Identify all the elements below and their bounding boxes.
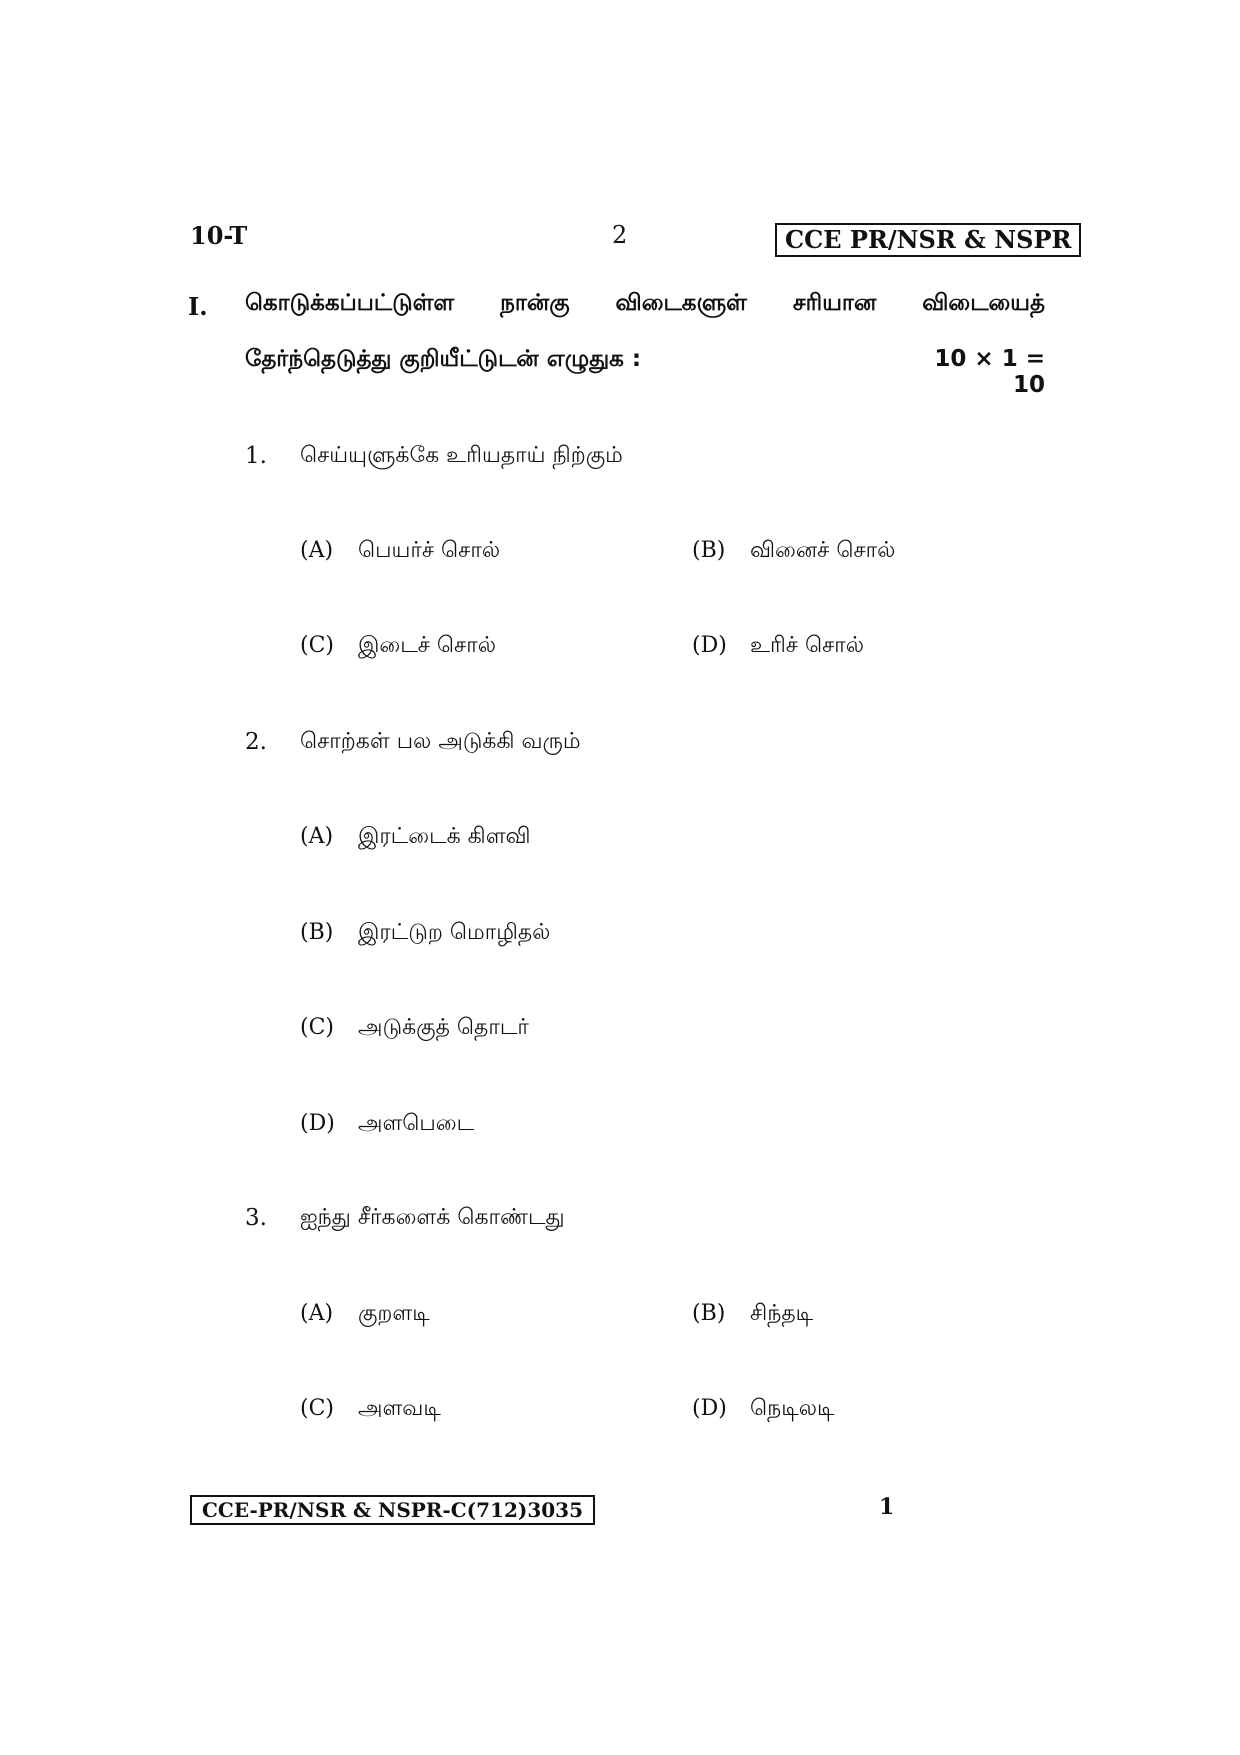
instruction-word: நான்கு bbox=[500, 290, 570, 316]
option-label: (B) bbox=[300, 920, 334, 945]
question-text: ஐந்து சீர்களைக் கொண்டது bbox=[300, 1205, 565, 1230]
option-3c bbox=[300, 1396, 441, 1424]
exam-code-box: CCE PR/NSR & NSPR bbox=[775, 223, 1081, 257]
option-label: (B) bbox=[692, 538, 726, 563]
instruction-word: சரியான bbox=[792, 290, 877, 316]
instruction-line-1 bbox=[245, 290, 1045, 319]
question-text: சொற்கள் பல அடுக்கி வரும் bbox=[300, 729, 581, 754]
option-text: நெடிலடி bbox=[750, 1396, 835, 1421]
option-2a bbox=[300, 824, 531, 852]
option-text: வினைச் சொல் bbox=[750, 538, 896, 563]
option-label: (D) bbox=[692, 1396, 727, 1421]
option-2b bbox=[300, 920, 550, 948]
option-text: இரட்டைக் கிளவி bbox=[358, 824, 531, 849]
instruction-word: விடைகளுள் bbox=[615, 290, 747, 316]
option-3a bbox=[300, 1301, 430, 1329]
option-text: சிந்தடி bbox=[750, 1301, 814, 1326]
page-number: 2 bbox=[612, 221, 628, 249]
option-text: குறளடி bbox=[358, 1301, 430, 1326]
option-text: இடைச் சொல் bbox=[358, 633, 496, 658]
option-text: அடுக்குத் தொடர் bbox=[358, 1015, 529, 1040]
paper-code: 10-T bbox=[190, 221, 248, 250]
option-label: (C) bbox=[300, 1396, 334, 1421]
option-1a bbox=[300, 538, 500, 566]
question-number: 2. bbox=[245, 729, 267, 755]
question-text: செய்யுளுக்கே உரியதாய் நிற்கும் bbox=[300, 443, 623, 468]
footer-code-box: CCE-PR/NSR & NSPR-C(712)3035 bbox=[190, 1495, 595, 1525]
instruction-word: கொடுக்கப்பட்டுள்ள bbox=[245, 290, 455, 316]
option-text: இரட்டுற மொழிதல் bbox=[358, 920, 551, 945]
option-label: (C) bbox=[300, 1015, 334, 1040]
option-2d bbox=[300, 1111, 474, 1139]
option-1c bbox=[300, 633, 496, 661]
option-label: (B) bbox=[692, 1301, 726, 1326]
instruction-line-2: தேர்ந்தெடுத்து குறியீட்டுடன் எழுதுக : bbox=[245, 346, 642, 372]
option-label: (A) bbox=[300, 1301, 334, 1326]
option-text: பெயர்ச் சொல் bbox=[358, 538, 501, 563]
question-number: 1. bbox=[245, 443, 267, 469]
option-label: (D) bbox=[300, 1111, 335, 1136]
option-3d bbox=[692, 1396, 835, 1424]
option-1d bbox=[692, 633, 864, 661]
question-number: 3. bbox=[245, 1205, 267, 1231]
option-3b bbox=[692, 1301, 813, 1329]
option-text: அளபெடை bbox=[358, 1111, 475, 1136]
option-label: (A) bbox=[300, 824, 334, 849]
option-text: உரிச் சொல் bbox=[750, 633, 865, 658]
option-label: (C) bbox=[300, 633, 334, 658]
instruction-word: விடையைத் bbox=[922, 290, 1045, 316]
section-numeral: I. bbox=[188, 292, 208, 321]
option-2c bbox=[300, 1015, 529, 1043]
option-1b bbox=[692, 538, 895, 566]
sheet-number: 1 bbox=[879, 1494, 895, 1520]
option-text: அளவடி bbox=[358, 1396, 441, 1421]
marks-allocation: 10 × 1 = 10 bbox=[934, 346, 1045, 398]
option-label: (A) bbox=[300, 538, 334, 563]
option-label: (D) bbox=[692, 633, 727, 658]
